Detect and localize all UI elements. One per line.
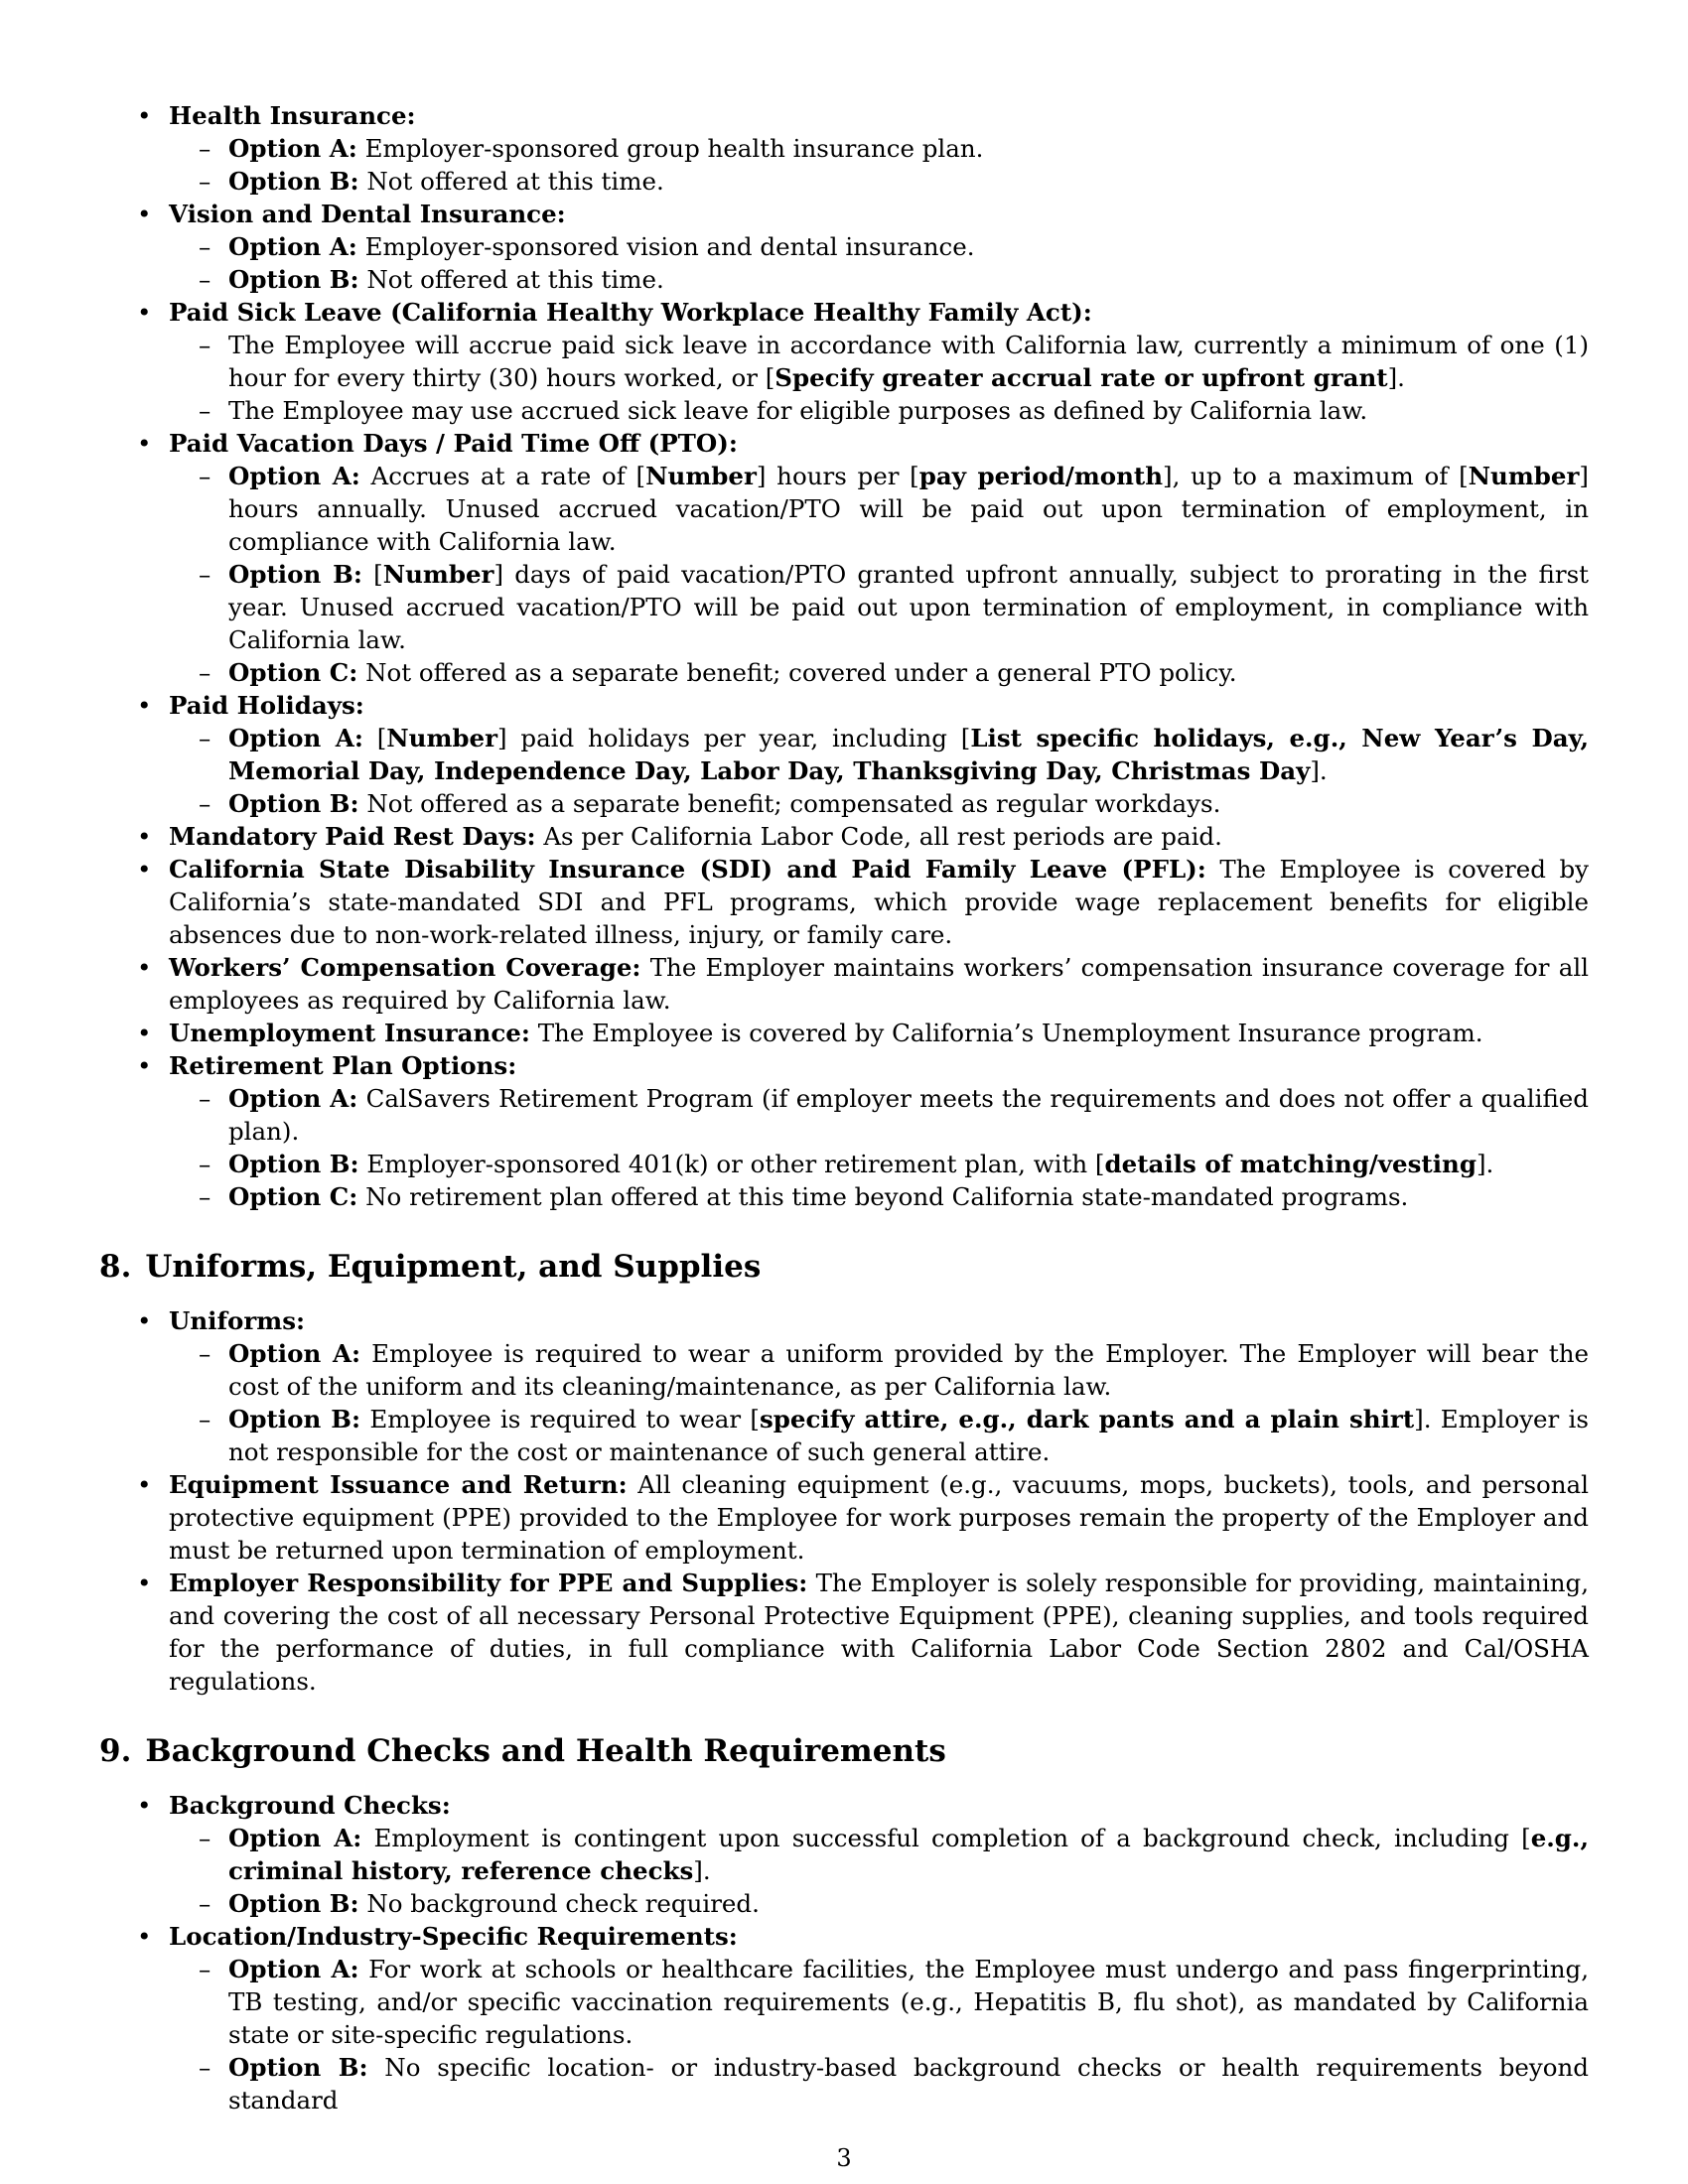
option-text: ] hours annually. Unused accrued vacation/PTO will be paid out upon termination of employment, in compliance with California law.: [228, 462, 1589, 556]
placeholder-text: List specific holidays, e.g., New Year’s Day, Memorial Day, Independence Day, Labor Day, Thanksgiving Day, Christmas Day: [228, 724, 1589, 785]
option-text: For work at schools or healthcare facilities, the Employee must undergo and pass fingerprinting, TB testing, and/or specific vaccination requirements (e.g., Hepatitis B, flu shot), as mandated by California state or site-specific regulations.: [228, 1955, 1589, 2049]
option-label: Option A:: [228, 462, 360, 490]
option-text: [: [362, 724, 387, 752]
list-item: [169, 1180, 1589, 1213]
item-title: Paid Holidays:: [169, 691, 364, 720]
list-item: [99, 820, 1589, 853]
option-label: Option B:: [228, 1405, 361, 1433]
option-text: ], up to a maximum of [: [1163, 462, 1469, 490]
benefits-list: [99, 99, 1589, 1213]
option-text: ] days of paid vacation/PTO granted upfront annually, subject to prorating in the first year. Unused accrued vacation/PTO will be paid out upon termination of employment, in compliance with California law.: [228, 560, 1589, 654]
option-text: ] paid holidays per year, including [: [497, 724, 971, 752]
placeholder-text: Number: [386, 724, 498, 752]
page-number: 3: [836, 2144, 852, 2172]
option-text: The Employee may use accrued sick leave for eligible purposes as defined by California law.: [228, 396, 1368, 425]
item-title: Health Insurance:: [169, 101, 416, 130]
list-item: [99, 1468, 1589, 1567]
list-item: [99, 1920, 1589, 2116]
item-title: California State Disability Insurance (SDI) and Paid Family Leave (PFL):: [169, 855, 1206, 884]
placeholder-text: Number: [1468, 462, 1580, 490]
list-item: [169, 1148, 1589, 1180]
section-number: 9.: [99, 1733, 132, 1769]
list-item: [169, 1403, 1589, 1468]
list-item: [99, 689, 1589, 820]
item-text: The Employer is solely responsible for providing, maintaining, and covering the cost of all necessary Personal Protective Equipment (PPE), cleaning supplies, and tools required for the performance of duties, in full compliance with California Labor Code Section 2802 and Cal/OSHA regulations.: [169, 1569, 1589, 1696]
item-title: Paid Sick Leave (California Healthy Workplace Healthy Family Act):: [169, 298, 1092, 327]
document-page: [99, 99, 1589, 2116]
item-title: Paid Vacation Days / Paid Time Off (PTO):: [169, 429, 738, 458]
list-item: [169, 394, 1589, 427]
list-item: [99, 296, 1589, 427]
option-label: Option B:: [228, 167, 359, 196]
option-text: Employee is required to wear [: [360, 1405, 760, 1433]
item-text: The Employee is covered by California’s Unemployment Insurance program.: [529, 1019, 1483, 1047]
option-text: No specific location- or industry-based background checks or health requirements beyond standard: [228, 2053, 1589, 2115]
item-title: Uniforms:: [169, 1306, 306, 1335]
placeholder-text: e.g., criminal history, reference checks: [228, 1824, 1589, 1885]
list-item: [169, 1822, 1589, 1887]
item-text: All cleaning equipment (e.g., vacuums, mops, buckets), tools, and personal protective equipment (PPE) provided to the Employee for work purposes remain the property of the Employer and must be returned upon termination of employment.: [169, 1470, 1589, 1565]
option-text: Not offered at this time.: [358, 167, 664, 196]
option-text: Not offered at this time.: [358, 265, 664, 294]
item-title: Workers’ Compensation Coverage:: [169, 953, 641, 982]
item-title: Background Checks:: [169, 1791, 451, 1820]
list-item: [169, 230, 1589, 263]
option-text: ] hours per [: [756, 462, 919, 490]
list-item: [99, 427, 1589, 689]
option-text: Employer-sponsored vision and dental insurance.: [356, 232, 975, 261]
option-label: Option B:: [228, 265, 359, 294]
list-item: [169, 722, 1589, 787]
option-text: The Employee will accrue paid sick leave in accordance with California law, currently a minimum of one (1) hour for every thirty (30) hours worked, or [: [228, 331, 1589, 392]
list-item: [169, 263, 1589, 296]
placeholder-text: details of matching/vesting: [1104, 1150, 1477, 1178]
option-label: Option B:: [228, 560, 362, 589]
uniforms-list: [99, 1304, 1589, 1698]
option-label: Option A:: [228, 1084, 358, 1113]
placeholder-text: pay period/month: [918, 462, 1164, 490]
list-item: [169, 656, 1589, 689]
section-title: Uniforms, Equipment, and Supplies: [145, 1249, 762, 1285]
option-label: Option A:: [228, 232, 357, 261]
option-label: Option A:: [228, 724, 363, 752]
item-title: Employer Responsibility for PPE and Supplies:: [169, 1569, 808, 1597]
list-item: [169, 329, 1589, 394]
list-item: [99, 1304, 1589, 1468]
option-text: Employment is contingent upon successful completion of a background check, including [: [361, 1824, 1531, 1852]
option-text: Not offered as a separate benefit; covered under a general PTO policy.: [357, 658, 1237, 687]
list-item: [99, 1789, 1589, 1920]
option-text: ].: [1310, 756, 1328, 785]
section-heading: [99, 1731, 1589, 1771]
option-label: Option B:: [228, 1150, 359, 1178]
list-item: [99, 1567, 1589, 1698]
list-item: [169, 1953, 1589, 2051]
placeholder-text: Specify greater accrual rate or upfront grant: [774, 363, 1388, 392]
item-title: Unemployment Insurance:: [169, 1019, 530, 1047]
item-title: Vision and Dental Insurance:: [169, 200, 566, 228]
list-item: [169, 132, 1589, 165]
option-label: Option B:: [228, 789, 359, 818]
option-text: Accrues at a rate of [: [359, 462, 646, 490]
option-text: ].: [1476, 1150, 1494, 1178]
list-item: [169, 1337, 1589, 1403]
list-item: [99, 853, 1589, 951]
option-text: ].: [693, 1856, 711, 1885]
list-item: [169, 460, 1589, 558]
item-text: The Employer maintains workers’ compensation insurance coverage for all employees as required by California law.: [169, 953, 1589, 1015]
list-item: [169, 1082, 1589, 1148]
option-text: Employer-sponsored 401(k) or other retirement plan, with [: [358, 1150, 1105, 1178]
option-text: No retirement plan offered at this time beyond California state-mandated programs.: [357, 1182, 1409, 1211]
list-item: [99, 99, 1589, 198]
option-text: Employee is required to wear a uniform provided by the Employer. The Employer will bear the cost of the uniform and its cleaning/maintenance, as per California law.: [228, 1339, 1589, 1401]
item-text: The Employee is covered by California’s state-mandated SDI and PFL programs, which provide wage replacement benefits for eligible absences due to non-work-related illness, injury, or family care.: [169, 855, 1589, 949]
option-text: Not offered as a separate benefit; compensated as regular workdays.: [358, 789, 1221, 818]
placeholder-text: specify attire, e.g., dark pants and a plain shirt: [759, 1405, 1415, 1433]
item-text: As per California Labor Code, all rest periods are paid.: [535, 822, 1222, 851]
item-title: Location/Industry-Specific Requirements:: [169, 1922, 738, 1951]
option-text: ].: [1387, 363, 1405, 392]
option-label: Option A:: [228, 134, 357, 163]
option-text: Employer-sponsored group health insurance plan.: [356, 134, 984, 163]
placeholder-text: Number: [645, 462, 757, 490]
section-title: Background Checks and Health Requirements: [145, 1733, 946, 1769]
option-label: Option B:: [228, 2053, 368, 2082]
option-label: Option A:: [228, 1824, 362, 1852]
placeholder-text: Number: [382, 560, 494, 589]
list-item: [169, 558, 1589, 656]
option-label: Option C:: [228, 1182, 358, 1211]
list-item: [169, 787, 1589, 820]
item-title: Retirement Plan Options:: [169, 1051, 517, 1080]
option-label: Option A:: [228, 1339, 361, 1368]
option-text: [: [361, 560, 383, 589]
background-list: [99, 1789, 1589, 2116]
list-item: [169, 2051, 1589, 2116]
option-label: Option A:: [228, 1955, 359, 1983]
list-item: [99, 951, 1589, 1017]
item-title: Mandatory Paid Rest Days:: [169, 822, 536, 851]
section-heading: [99, 1247, 1589, 1287]
option-label: Option B:: [228, 1889, 359, 1918]
item-title: Equipment Issuance and Return:: [169, 1470, 628, 1499]
option-text: CalSavers Retirement Program (if employer meets the requirements and does not offer a qualified plan).: [228, 1084, 1589, 1146]
list-item: [99, 1017, 1589, 1049]
option-text: ]. Employer is not responsible for the cost or maintenance of such general attire.: [228, 1405, 1589, 1466]
list-item: [99, 1049, 1589, 1213]
option-label: Option C:: [228, 658, 358, 687]
section-number: 8.: [99, 1249, 132, 1285]
list-item: [169, 165, 1589, 198]
list-item: [99, 198, 1589, 296]
option-text: No background check required.: [358, 1889, 760, 1918]
list-item: [169, 1887, 1589, 1920]
